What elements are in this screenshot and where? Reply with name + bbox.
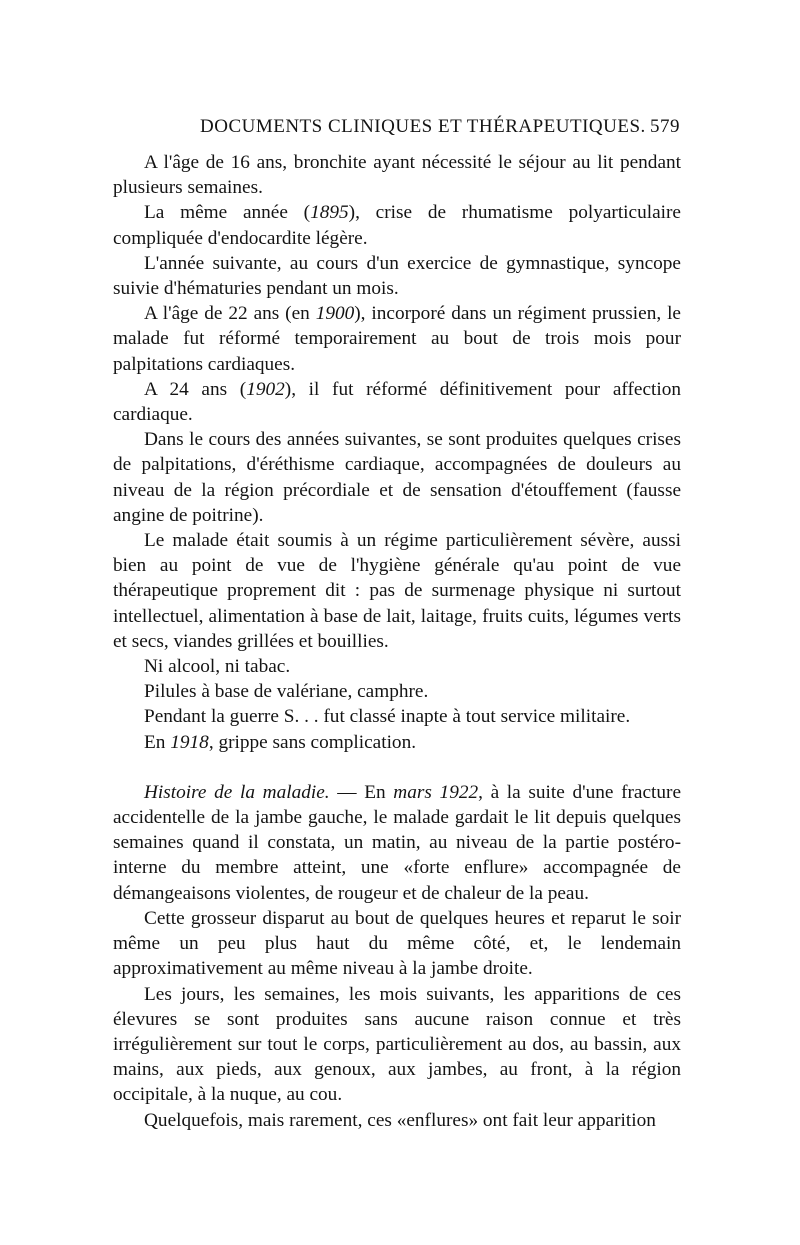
month: mars <box>393 781 432 803</box>
year: 1918 <box>170 731 209 753</box>
paragraph: Ni alcool, ni tabac. <box>144 656 291 678</box>
year: 1902 <box>246 378 285 400</box>
running-title: DOCUMENTS CLINIQUES ET THÉRAPEUTIQUES. <box>200 116 646 137</box>
year: 1895 <box>310 202 349 224</box>
year: 1922 <box>439 781 479 803</box>
running-header <box>200 116 680 148</box>
section-heading: Histoire de la maladie. <box>144 781 330 803</box>
year: 1900 <box>315 303 355 325</box>
paragraph: Le malade était soumis à un régime particulièrement sévère, aussi bien au point de vue de l'hygiène générale qu'au point de vue thérapeutique proprement dit : pas de surmenage physique ni surtout intellectuel, alimentation à base de lait, laitage, fruits cuits, légumes verts et secs, viandes grillées et bouillies. <box>113 530 681 652</box>
page-number: 579 <box>650 116 680 137</box>
paragraph: A l'âge de 16 ans, bronchite ayant nécessité le séjour au lit pendant plusieurs semaines. <box>113 152 681 199</box>
histoire-paragraph: Histoire de la maladie. — En mars 1922, à la suite d'une fracture accidentelle de la jambe gauche, le malade gardait le lit depuis quelques semaines quand il constata, un matin, au niveau de la partie postéro-interne du membre atteint, une «forte enflure» accompagnée de démangeaisons violentes, de rougeur et de chaleur de la peau. <box>113 781 682 904</box>
paragraph: Dans le cours des années suivantes, se sont produites quelques crises de palpitations, d'éréthisme cardiaque, accompagnées de douleurs au niveau de la région précordiale et de sensation d'étouffement (fausse angine de poitrine). <box>113 429 681 526</box>
paragraph: L'année suivante, au cours d'un exercice de gymnastique, syncope suivie d'hématuries pendant un mois. <box>113 252 681 300</box>
paragraph: Quelquefois, mais rarement, ces «enflures» ont fait leur apparition <box>144 1109 656 1131</box>
paragraph: Pilules à base de valériane, camphre. <box>144 681 429 703</box>
paragraph: Les jours, les semaines, les mois suivants, les apparitions de ces élevures se sont produites sans aucune raison connue et très irrégulièrement sur tout le corps, particulièrement au dos, au bassin, aux mains, aux pieds, aux genoux, aux jambes, au front, à la région occipitale, à la nuque, au cou. <box>113 983 681 1106</box>
paragraph: Pendant la guerre S. . . fut classé inapte à tout service militaire. <box>144 706 631 728</box>
paragraph: Cette grosseur disparut au bout de quelques heures et reparut le soir même un peu plus haut du même côté, et, le lendemain approximativement au même niveau à la jambe droite. <box>113 907 681 980</box>
paragraph: La même année (1895), crise de rhumatisme polyarticulaire compliquée d'endocardite légère. <box>113 202 681 249</box>
paragraph: En 1918, grippe sans complication. <box>144 731 417 753</box>
paragraph: A 24 ans (1902), il fut réformé définitivement pour affection cardiaque. <box>113 378 681 426</box>
body-text <box>113 150 681 1133</box>
paragraph: A l'âge de 22 ans (en 1900), incorporé dans un régiment prussien, le malade fut réformé temporairement au bout de trois mois pour palpitations cardiaques. <box>113 303 681 375</box>
